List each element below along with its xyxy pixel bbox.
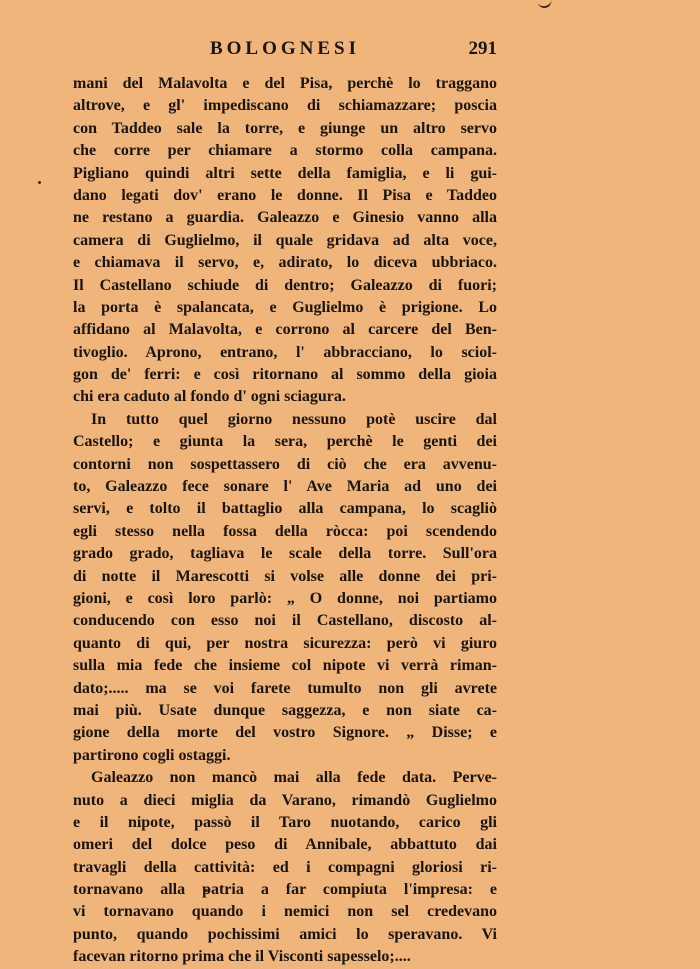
text-line: che corre per chiamare a stormo colla campana. <box>73 142 497 160</box>
text-line: In tutto quel giorno nessuno potè uscire dal <box>91 410 497 428</box>
text-line: e il nipote, passò il Taro nuotando, carico gli <box>73 813 497 831</box>
text-line: partirono cogli ostaggi. <box>73 746 231 764</box>
text-line: Il Castellano schiude di dentro; Galeazzo di fuori; <box>73 276 497 294</box>
text-line: vi tornavano quando i nemici non sel credevano <box>73 903 497 921</box>
text-line: ne restano a guardia. Galeazzo e Ginesio vanno alla <box>73 209 497 227</box>
text-line: di notte il Marescotti si volse alle donne dei pri- <box>73 567 497 585</box>
running-head <box>73 36 497 62</box>
text-line: sulla mia fede che insieme col nipote vi verrà riman- <box>73 657 497 675</box>
text-line: egli stesso nella fossa della ròcca: poi scendendo <box>73 522 497 540</box>
running-title: BOLOGNESI <box>209 38 361 59</box>
text-line: dato;..... ma se voi farete tumulto non gli avrete <box>73 679 497 697</box>
text-line: servi, e tolto il battaglio alla campana, lo scagliò <box>73 500 497 518</box>
text-line: nuto a dieci miglia da Varano, rimandò Guglielmo <box>73 791 497 809</box>
body-text <box>73 73 497 969</box>
text-line: conducendo con esso noi il Castellano, discosto al- <box>73 612 497 630</box>
text-line: altrove, e gl' impediscano di schiamazzare; poscia <box>73 97 497 115</box>
text-line: gioni, e così loro parlò: „ O donne, noi partiamo <box>73 589 497 607</box>
text-line: omeri del dolce peso di Annibale, abbattuto dai <box>73 836 497 854</box>
text-line: dano legati dov' erano le donne. Il Pisa e Taddeo <box>73 186 497 204</box>
text-line: punto, quando pochissimi amici lo speravano. Vi <box>73 925 497 943</box>
text-line: grado grado, tagliava le scale della torre. Sull'ora <box>73 545 497 563</box>
paragraph-1 <box>73 73 497 409</box>
text-line: chi era caduto al fondo d' ogni sciagura. <box>73 388 346 406</box>
text-line: Pigliano quindi altri sette della famiglia, e li gui- <box>73 164 497 182</box>
text-line: e chiamava il servo, e, adirato, lo diceva ubbriaco. <box>73 254 497 272</box>
text-line: contorni non sospettassero di ciò che era avvenu- <box>73 455 497 473</box>
text-line: gione della morte del vostro Signore. „ Disse; e <box>73 724 497 742</box>
page-number: 291 <box>468 38 497 59</box>
text-line: mani del Malavolta e del Pisa, perchè lo traggano <box>73 75 497 92</box>
text-line: mai più. Usate dunque saggezza, e non siate ca- <box>73 701 497 719</box>
text-line: quanto di qui, per nostra sicurezza: però vi giuro <box>73 634 497 652</box>
text-line: con Taddeo sale la torre, e giunge un altro servo <box>73 119 497 137</box>
text-line: tornavano alla patria a far compiuta l'impresa: e <box>73 881 497 899</box>
ink-speck <box>38 181 41 184</box>
text-line: facevan ritorno prima che il Visconti sapesselo;.... <box>73 948 411 966</box>
text-line: camera di Guglielmo, il quale gridava ad alta voce, <box>73 231 497 249</box>
ink-mark <box>537 0 552 9</box>
text-line: Castello; e giunta la sera, perchè le genti dei <box>73 433 497 451</box>
text-line: travagli della cattività: ed i compagni gloriosi ri- <box>73 858 497 876</box>
paragraph-3 <box>73 767 497 969</box>
text-line: la porta è spalancata, e Guglielmo è prigione. Lo <box>73 298 497 316</box>
text-line: Galeazzo non mancò mai alla fede data. Perve- <box>91 769 497 787</box>
text-line: affidano al Malavolta, e corrono al carcere del Ben- <box>73 321 497 339</box>
paragraph-2 <box>73 409 497 767</box>
text-line: to, Galeazzo fece sonare l' Ave Maria ad uno dei <box>73 478 497 496</box>
text-line: tivoglio. Aprono, entrano, l' abbracciano, lo sciol- <box>73 343 497 361</box>
text-line: gon de' ferri: e così ritornano al sommo della gioia <box>73 366 497 384</box>
